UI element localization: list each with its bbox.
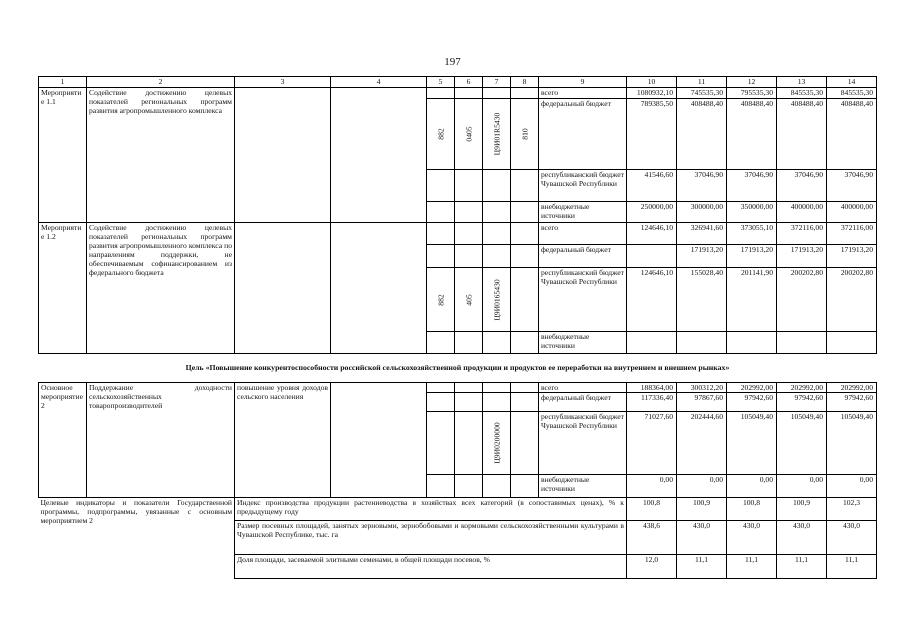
vr-cell <box>511 87 539 99</box>
col-num: 3 <box>235 77 331 88</box>
source-cell: внебюджетные источники <box>539 474 627 497</box>
value-cell: 400000,00 <box>777 201 827 222</box>
value-cell: 97942,60 <box>727 393 777 412</box>
rzpr-cell <box>455 268 483 332</box>
indicator-name: Индекс производства продукции растениеводства в хозяйствах всех категорий (в сопоставимых ценах), % к предыдущему году <box>235 498 627 521</box>
value-cell: 202992,00 <box>777 382 827 393</box>
value-cell: 97942,60 <box>827 393 877 412</box>
value-cell: 0,00 <box>727 474 777 497</box>
value-cell: 845535,30 <box>827 87 877 99</box>
value-cell: 408488,40 <box>777 99 827 170</box>
indicator-name: Доля площади, засеваемой элитными семенами, в общей площади посевов, % <box>235 554 627 578</box>
col-num: 9 <box>539 77 627 88</box>
vr-cell <box>511 393 539 412</box>
csr-cell <box>483 170 511 202</box>
measure-name: Мероприятие 1.2 <box>39 222 87 353</box>
col-num: 1 <box>39 77 87 88</box>
value-cell: 105049,40 <box>727 411 777 474</box>
rzpr-cell <box>455 474 483 497</box>
csr-cell <box>483 201 511 222</box>
rzpr-cell <box>455 222 483 244</box>
indicator-value: 100,9 <box>677 498 727 521</box>
value-cell: 795535,30 <box>727 87 777 99</box>
grbs-cell <box>427 222 455 244</box>
value-cell: 37046,90 <box>727 170 777 202</box>
value-cell: 37046,90 <box>677 170 727 202</box>
measure-description: Содействие достижению целевых показателей региональных программ развития агропромышленного комплекса по направлениям поддержки, не обеспечиваемым софинансированием из федерального бюджета <box>87 222 235 353</box>
rzpr-cell <box>455 382 483 393</box>
vr-cell <box>511 99 539 170</box>
indicator-value: 11,1 <box>827 554 877 578</box>
value-cell: 300000,00 <box>677 201 727 222</box>
value-cell: 171913,20 <box>827 245 877 268</box>
value-cell: 171913,20 <box>777 245 827 268</box>
page-number: 197 <box>444 56 461 68</box>
table-row <box>39 87 877 99</box>
indicator-row <box>39 498 877 521</box>
indicator-value: 430,0 <box>677 521 727 555</box>
grbs-cell <box>427 99 455 170</box>
indicator-value: 438,6 <box>627 521 677 555</box>
source-cell: всего <box>539 87 627 99</box>
csr-cell <box>483 99 511 170</box>
rzpr-cell <box>455 170 483 202</box>
vr-cell <box>511 170 539 202</box>
rzpr-cell <box>455 332 483 354</box>
measure-description: Поддержание доходности сельскохозяйственных товаропроизводителей <box>87 382 235 497</box>
indicator-value: 100,8 <box>627 498 677 521</box>
value-cell: 188364,00 <box>627 382 677 393</box>
value-cell: 408488,40 <box>727 99 777 170</box>
value-cell: 124646,10 <box>627 222 677 244</box>
value-cell: 0,00 <box>627 474 677 497</box>
value-cell: 300312,20 <box>677 382 727 393</box>
value-cell: 171913,20 <box>677 245 727 268</box>
value-cell: 0,00 <box>777 474 827 497</box>
value-cell: 202992,00 <box>727 382 777 393</box>
value-cell: 200202,80 <box>777 268 827 332</box>
col-num: 11 <box>677 77 727 88</box>
csr-cell <box>483 245 511 268</box>
vr-cell <box>511 245 539 268</box>
value-cell: 408488,40 <box>827 99 877 170</box>
source-cell: республиканский бюджет Чувашской Республики <box>539 411 627 474</box>
csr-cell <box>483 268 511 332</box>
grbs-cell <box>427 201 455 222</box>
measure-name: Мероприятие 1.1 <box>39 87 87 222</box>
source-cell: федеральный бюджет <box>539 99 627 170</box>
csr-cell <box>483 382 511 393</box>
value-cell: 155028,40 <box>677 268 727 332</box>
col-num: 13 <box>777 77 827 88</box>
col-num: 14 <box>827 77 877 88</box>
grbs-cell <box>427 393 455 412</box>
value-cell: 0,00 <box>827 474 877 497</box>
csr-code: Ц9И0200000 <box>492 422 501 464</box>
indicator-value: 100,8 <box>727 498 777 521</box>
vr-cell <box>511 411 539 474</box>
grbs-code: 882 <box>436 128 445 140</box>
indicator-value: 11,1 <box>777 554 827 578</box>
csr-cell <box>483 332 511 354</box>
col-num: 5 <box>427 77 455 88</box>
rzpr-code: 0405 <box>464 126 473 142</box>
table-row <box>39 222 877 244</box>
vr-cell <box>511 268 539 332</box>
value-cell: 97867,60 <box>677 393 727 412</box>
col-num: 12 <box>727 77 777 88</box>
goal-heading: Цель «Повышение конкурентоспособности российской сельскохозяйственной продукции и продуктов ее переработки на внутреннем и внешнем рынках» <box>39 354 877 382</box>
value-cell: 97942,60 <box>777 393 827 412</box>
csr-cell <box>483 87 511 99</box>
measure-result: повышение уровня доходов сельского населения <box>235 382 331 497</box>
rzpr-code: 405 <box>464 293 473 306</box>
measure-executor <box>331 87 427 222</box>
value-cell: 71027,60 <box>627 411 677 474</box>
csr-cell <box>483 393 511 412</box>
vr-cell <box>511 382 539 393</box>
indicator-name: Размер посевных площадей, занятых зерновыми, зернобобовыми и кормовыми сельскохозяйственными культурами в Чувашской Республике, тыс. га <box>235 521 627 555</box>
measure-result <box>235 222 331 353</box>
column-numbers-row <box>39 77 877 88</box>
value-cell: 326941,60 <box>677 222 727 244</box>
rzpr-cell <box>455 245 483 268</box>
financing-table <box>38 76 877 579</box>
source-cell: республиканский бюджет Чувашской Республики <box>539 268 627 332</box>
value-cell: 1080932,10 <box>627 87 677 99</box>
value-cell: 202992,00 <box>827 382 877 393</box>
grbs-cell <box>427 474 455 497</box>
measure-description: Содействие достижению целевых показателей региональных программ развития агропромышленного комплекса <box>87 87 235 222</box>
indicator-value: 430,0 <box>727 521 777 555</box>
measure-executor <box>331 382 427 497</box>
value-cell <box>677 332 727 354</box>
col-num: 8 <box>511 77 539 88</box>
indicator-value: 12,0 <box>627 554 677 578</box>
value-cell: 37046,90 <box>777 170 827 202</box>
value-cell: 789385,50 <box>627 99 677 170</box>
value-cell: 117336,40 <box>627 393 677 412</box>
source-cell: федеральный бюджет <box>539 393 627 412</box>
program-table <box>38 76 876 579</box>
vr-cell <box>511 332 539 354</box>
source-cell: федеральный бюджет <box>539 245 627 268</box>
rzpr-cell <box>455 393 483 412</box>
rzpr-cell <box>455 87 483 99</box>
indicator-value: 11,1 <box>727 554 777 578</box>
measure-result <box>235 87 331 222</box>
grbs-cell <box>427 245 455 268</box>
csr-cell <box>483 411 511 474</box>
value-cell: 124646,10 <box>627 268 677 332</box>
value-cell: 0,00 <box>677 474 727 497</box>
col-num: 4 <box>331 77 427 88</box>
value-cell <box>777 332 827 354</box>
col-num: 10 <box>627 77 677 88</box>
value-cell: 105049,40 <box>777 411 827 474</box>
measure-executor <box>331 222 427 353</box>
value-cell: 202444,60 <box>677 411 727 474</box>
csr-code: Ц9И01R5430 <box>492 112 501 156</box>
grbs-code: 882 <box>436 293 445 306</box>
rzpr-cell <box>455 201 483 222</box>
value-cell <box>627 332 677 354</box>
grbs-cell <box>427 87 455 99</box>
value-cell: 250000,00 <box>627 201 677 222</box>
rzpr-cell <box>455 99 483 170</box>
col-num: 2 <box>87 77 235 88</box>
value-cell: 373055,10 <box>727 222 777 244</box>
indicators-label: Целевые индикаторы и показатели Государственной программы, подпрограммы, увязанные с основным мероприятием 2 <box>39 498 235 579</box>
value-cell: 745535,30 <box>677 87 727 99</box>
table-row <box>39 382 877 393</box>
indicator-value: 102,3 <box>827 498 877 521</box>
grbs-cell <box>427 332 455 354</box>
vr-cell <box>511 201 539 222</box>
measure-name: Основное мероприятие 2 <box>39 382 87 497</box>
indicator-value: 430,0 <box>827 521 877 555</box>
vr-code: 810 <box>520 128 529 140</box>
col-num: 7 <box>483 77 511 88</box>
value-cell: 372116,00 <box>777 222 827 244</box>
vr-cell <box>511 222 539 244</box>
value-cell: 350000,00 <box>727 201 777 222</box>
source-cell: всего <box>539 222 627 244</box>
value-cell: 201141,90 <box>727 268 777 332</box>
source-cell: внебюджетные источники <box>539 332 627 354</box>
grbs-cell <box>427 382 455 393</box>
rzpr-cell <box>455 411 483 474</box>
indicator-value: 11,1 <box>677 554 727 578</box>
source-cell: республиканский бюджет Чувашской Республики <box>539 170 627 202</box>
csr-code: Ц9И0165430 <box>492 278 501 321</box>
value-cell: 845535,30 <box>777 87 827 99</box>
grbs-cell <box>427 268 455 332</box>
col-num: 6 <box>455 77 483 88</box>
value-cell: 37046,90 <box>827 170 877 202</box>
value-cell: 105049,40 <box>827 411 877 474</box>
value-cell: 41546,60 <box>627 170 677 202</box>
value-cell: 400000,00 <box>827 201 877 222</box>
value-cell: 171913,20 <box>727 245 777 268</box>
value-cell: 408488,40 <box>677 99 727 170</box>
grbs-cell <box>427 411 455 474</box>
value-cell <box>827 332 877 354</box>
value-cell: 372116,00 <box>827 222 877 244</box>
source-cell: внебюджетные источники <box>539 201 627 222</box>
indicator-value: 430,0 <box>777 521 827 555</box>
value-cell: 200202,80 <box>827 268 877 332</box>
source-cell: всего <box>539 382 627 393</box>
value-cell <box>627 245 677 268</box>
goal-row <box>39 354 877 382</box>
indicator-value: 100,9 <box>777 498 827 521</box>
csr-cell <box>483 474 511 497</box>
csr-cell <box>483 222 511 244</box>
vr-cell <box>511 474 539 497</box>
value-cell <box>727 332 777 354</box>
grbs-cell <box>427 170 455 202</box>
